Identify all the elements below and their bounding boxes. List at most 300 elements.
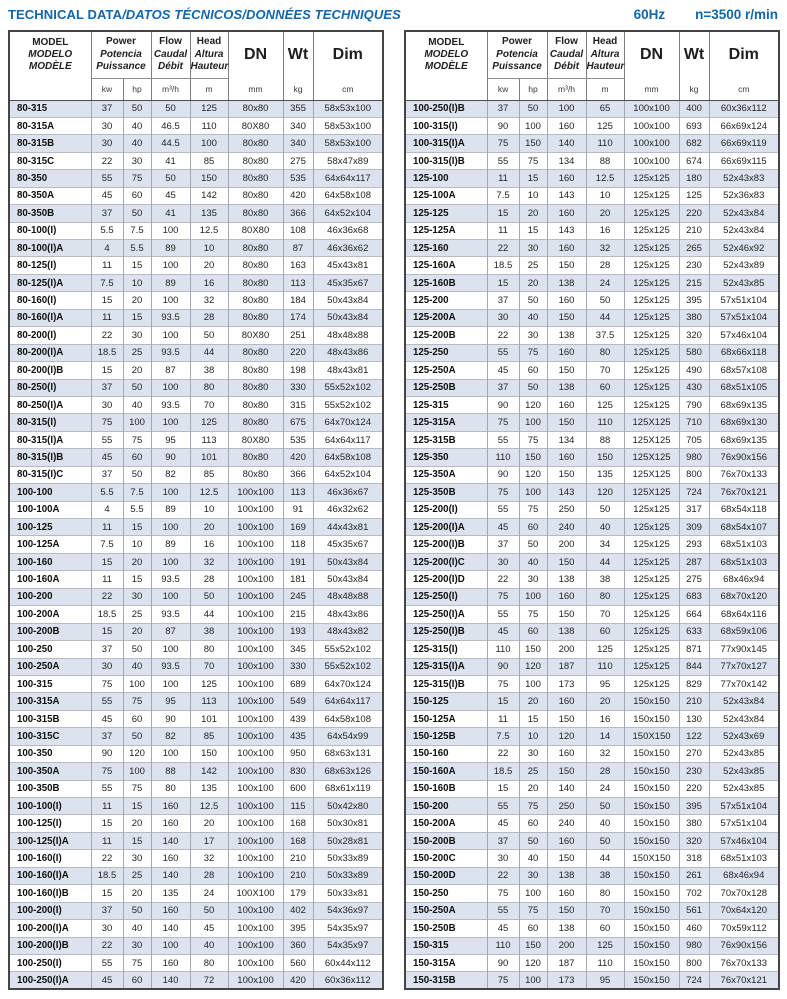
- kw-cell: 37: [487, 379, 519, 396]
- kw-cell: 22: [487, 571, 519, 588]
- head-cell: 50: [190, 588, 228, 605]
- dim-cell: 57x51x104: [709, 309, 779, 326]
- model-cell: 150-250: [405, 885, 487, 902]
- dn-cell: 100x100: [228, 641, 283, 658]
- model-cell: 100-315(I)B: [405, 152, 487, 169]
- kw-cell: 11: [91, 257, 123, 274]
- wt-cell: 844: [679, 658, 709, 675]
- dn-cell: 80x80: [228, 449, 283, 466]
- table-row: [9, 623, 383, 640]
- model-cell: 125-200(I)D: [405, 571, 487, 588]
- kw-cell: 55: [487, 798, 519, 815]
- hp-cell: 40: [123, 117, 151, 134]
- dn-cell: 100x100: [228, 798, 283, 815]
- table-row: [9, 222, 383, 239]
- kw-cell: 11: [91, 571, 123, 588]
- table-row: [405, 362, 779, 379]
- flow-cell: 100: [151, 414, 190, 431]
- kw-cell: 5.5: [91, 484, 123, 501]
- flow-cell: 100: [151, 937, 190, 954]
- wt-cell: 251: [283, 327, 313, 344]
- wt-cell: 215: [679, 274, 709, 291]
- dn-cell: 150X150: [624, 850, 679, 867]
- wt-cell: 210: [283, 867, 313, 884]
- kw-cell: 4: [91, 501, 123, 518]
- dim-cell: 64x64x117: [313, 431, 383, 448]
- dn-cell: 150x150: [624, 867, 679, 884]
- head-cell: 17: [190, 832, 228, 849]
- wt-cell: 400: [679, 100, 709, 117]
- hp-cell: 75: [519, 501, 547, 518]
- flow-cell: 173: [547, 972, 586, 989]
- dn-cell: 125x125: [624, 292, 679, 309]
- flow-cell: 150: [547, 466, 586, 483]
- model-cell: 100-315C: [9, 728, 91, 745]
- dn-cell: 100x100: [624, 135, 679, 152]
- table-row: [405, 396, 779, 413]
- dn-cell: 80x80: [228, 414, 283, 431]
- dim-cell: 52x43x83: [709, 170, 779, 187]
- hp-cell: 10: [123, 274, 151, 291]
- head-cell: 125: [586, 937, 624, 954]
- kw-cell: 30: [91, 658, 123, 675]
- hp-cell: 100: [519, 414, 547, 431]
- dim-cell: 48x43x82: [313, 623, 383, 640]
- flow-cell: 138: [547, 920, 586, 937]
- wt-cell: 309: [679, 519, 709, 536]
- head-cell: 125: [190, 100, 228, 117]
- dn-cell: 80x80: [228, 292, 283, 309]
- table-header: [9, 31, 383, 100]
- flow-cell: 140: [151, 972, 190, 989]
- flow-cell: 138: [547, 867, 586, 884]
- flow-cell: 138: [547, 571, 586, 588]
- flow-cell: 250: [547, 501, 586, 518]
- wt-cell: 435: [283, 728, 313, 745]
- wt-cell: 674: [679, 152, 709, 169]
- dn-cell: 125X125: [624, 431, 679, 448]
- hp-cell: 150: [519, 641, 547, 658]
- dim-cell: 55x52x102: [313, 641, 383, 658]
- kw-cell: 15: [487, 205, 519, 222]
- title-main: TECHNICAL DATA: [8, 7, 123, 22]
- head-cell: 80: [586, 588, 624, 605]
- model-cell: 80-125(I)A: [9, 274, 91, 291]
- dim-cell: 68x54x107: [709, 519, 779, 536]
- wt-cell: 561: [679, 902, 709, 919]
- model-cell: 125-125A: [405, 222, 487, 239]
- table-row: [9, 885, 383, 902]
- wt-cell: 689: [283, 675, 313, 692]
- model-cell: 125-315B: [405, 431, 487, 448]
- head-cell: 80: [190, 954, 228, 971]
- kw-cell: 75: [91, 763, 123, 780]
- kw-cell: 45: [91, 187, 123, 204]
- wt-cell: 181: [283, 571, 313, 588]
- kw-cell: 11: [91, 309, 123, 326]
- dn-cell: 100x100: [228, 937, 283, 954]
- wt-cell: 265: [679, 240, 709, 257]
- dim-cell: 48x43x86: [313, 344, 383, 361]
- model-cell: 100-315(I): [405, 117, 487, 134]
- kw-cell: 55: [487, 902, 519, 919]
- flow-cell: 89: [151, 240, 190, 257]
- head-cell: 50: [586, 501, 624, 518]
- table-row: [405, 152, 779, 169]
- hp-cell: 30: [123, 937, 151, 954]
- hp-cell: 40: [123, 920, 151, 937]
- wt-cell: 113: [283, 274, 313, 291]
- head-cell: 125: [586, 117, 624, 134]
- dim-cell: 46x32x62: [313, 501, 383, 518]
- head-cell: 125: [190, 414, 228, 431]
- head-cell: 12.5: [190, 798, 228, 815]
- table-row: [9, 553, 383, 570]
- unit-model-spacer: [9, 78, 91, 100]
- unit-dim: cm: [313, 78, 383, 100]
- dn-cell: 80x80: [228, 466, 283, 483]
- hp-cell: 60: [519, 519, 547, 536]
- model-cell: 100-350A: [9, 763, 91, 780]
- kw-cell: 45: [91, 972, 123, 989]
- flow-cell: 160: [547, 693, 586, 710]
- hp-cell: 20: [519, 780, 547, 797]
- kw-cell: 55: [487, 606, 519, 623]
- table-row: [405, 815, 779, 832]
- wt-cell: 724: [679, 972, 709, 989]
- dim-cell: 50x30x81: [313, 815, 383, 832]
- dim-cell: 76x90x156: [709, 449, 779, 466]
- dn-cell: 100x100: [228, 606, 283, 623]
- hp-cell: 120: [123, 745, 151, 762]
- col-header-head: Head Altura Hauteur: [586, 31, 624, 78]
- kw-cell: 75: [487, 414, 519, 431]
- head-cell: 38: [586, 867, 624, 884]
- table-row: [9, 414, 383, 431]
- hp-cell: 20: [123, 885, 151, 902]
- flow-cell: 150: [547, 257, 586, 274]
- flow-cell: 140: [151, 867, 190, 884]
- kw-cell: 15: [91, 885, 123, 902]
- dn-cell: 80x80: [228, 135, 283, 152]
- head-cell: 14: [586, 728, 624, 745]
- dim-cell: 68x64x116: [709, 606, 779, 623]
- wt-cell: 293: [679, 536, 709, 553]
- hp-cell: 100: [123, 763, 151, 780]
- model-cell: 100-250(I)B: [413, 103, 465, 115]
- model-cell: 100-250(I)A: [9, 972, 91, 989]
- head-cell: 37.5: [586, 327, 624, 344]
- wt-cell: 664: [679, 606, 709, 623]
- hp-cell: 40: [123, 396, 151, 413]
- flow-cell: 93.5: [151, 344, 190, 361]
- hp-cell: 120: [519, 658, 547, 675]
- dim-cell: 52x43x84: [709, 710, 779, 727]
- flow-cell: 200: [547, 937, 586, 954]
- dn-cell: 80X80: [228, 222, 283, 239]
- table-row: [405, 379, 779, 396]
- dim-cell: 50x42x80: [313, 798, 383, 815]
- dim-cell: 50x33x81: [313, 885, 383, 902]
- dim-cell: 52x43x85: [709, 745, 779, 762]
- kw-cell: 15: [91, 623, 123, 640]
- kw-cell: 55: [487, 152, 519, 169]
- kw-cell: 15: [91, 362, 123, 379]
- head-cell: 38: [586, 571, 624, 588]
- hp-cell: 50: [123, 728, 151, 745]
- wt-cell: 315: [283, 396, 313, 413]
- dim-cell: 76x70x121: [709, 972, 779, 989]
- wt-cell: 210: [679, 693, 709, 710]
- wt-cell: 180: [679, 170, 709, 187]
- dim-cell: 46x36x68: [313, 222, 383, 239]
- dn-cell: 80x80: [228, 362, 283, 379]
- dn-cell: 150x150: [624, 954, 679, 971]
- table-row: [9, 536, 383, 553]
- dim-cell: 77x70x127: [709, 658, 779, 675]
- flow-cell: 95: [151, 431, 190, 448]
- table-row: [405, 867, 779, 884]
- table-row: [405, 240, 779, 257]
- head-cell: 142: [190, 763, 228, 780]
- kw-cell: 18.5: [487, 763, 519, 780]
- dn-cell: 125X125: [624, 484, 679, 501]
- head-cell: 101: [190, 710, 228, 727]
- dim-cell: 54x35x97: [313, 937, 383, 954]
- hp-cell: 100: [519, 117, 547, 134]
- model-cell: 100-160(I)A: [9, 867, 91, 884]
- model-cell: 100-315: [9, 675, 91, 692]
- head-cell: 80: [190, 379, 228, 396]
- hp-cell: 5.5: [123, 501, 151, 518]
- dim-cell: 48x48x88: [313, 327, 383, 344]
- model-cell: 100-125(I)A: [9, 832, 91, 849]
- dim-cell: 77x90x145: [709, 641, 779, 658]
- dim-cell: 66x69x115: [709, 152, 779, 169]
- kw-cell: 5.5: [91, 222, 123, 239]
- model-cell: 100-250A: [9, 658, 91, 675]
- flow-cell: 50: [151, 170, 190, 187]
- head-cell: 34: [586, 536, 624, 553]
- dim-cell: 57x51x104: [709, 292, 779, 309]
- head-cell: 50: [586, 292, 624, 309]
- table-row: [9, 257, 383, 274]
- wt-cell: 710: [679, 414, 709, 431]
- kw-cell: 75: [91, 675, 123, 692]
- dn-cell: 100x100: [228, 954, 283, 971]
- flow-cell: 138: [547, 274, 586, 291]
- model-cell: 125-315A: [405, 414, 487, 431]
- dim-cell: 68x61x119: [313, 780, 383, 797]
- flow-cell: 100: [151, 519, 190, 536]
- flow-cell: 89: [151, 536, 190, 553]
- hp-cell: 15: [123, 571, 151, 588]
- table-row: [405, 292, 779, 309]
- wt-cell: 380: [679, 309, 709, 326]
- model-cell: 80-315: [17, 103, 48, 115]
- dn-cell: 125x125: [624, 257, 679, 274]
- dim-cell: 48x43x86: [313, 606, 383, 623]
- table-row: [405, 553, 779, 570]
- table-row: [9, 396, 383, 413]
- dim-cell: 50x43x84: [313, 553, 383, 570]
- flow-cell: 100: [151, 641, 190, 658]
- kw-cell: 18.5: [91, 606, 123, 623]
- flow-cell: 100: [151, 222, 190, 239]
- wt-cell: 125: [679, 187, 709, 204]
- dim-cell: 58x53x100: [313, 100, 383, 117]
- head-cell: 44: [190, 344, 228, 361]
- flow-cell: 134: [547, 152, 586, 169]
- flow-cell: 100: [151, 588, 190, 605]
- flow-cell: 150: [547, 710, 586, 727]
- flow-cell: 87: [151, 362, 190, 379]
- head-cell: 32: [190, 850, 228, 867]
- table-row: [9, 728, 383, 745]
- model-cell: 125-200(I)B: [405, 536, 487, 553]
- dim-cell: 54x36x97: [313, 902, 383, 919]
- head-cell: 45: [190, 920, 228, 937]
- dn-cell: 100x100: [228, 710, 283, 727]
- dn-cell: 100x100: [228, 553, 283, 570]
- operating-specs: [634, 7, 778, 22]
- head-cell: 85: [190, 152, 228, 169]
- flow-cell: 173: [547, 675, 586, 692]
- wt-cell: 693: [679, 117, 709, 134]
- dn-cell: 125x125: [624, 309, 679, 326]
- model-cell: 125-350A: [405, 466, 487, 483]
- dn-cell: 80X80: [228, 431, 283, 448]
- flow-cell: 45: [151, 187, 190, 204]
- hp-cell: 50: [519, 379, 547, 396]
- dim-cell: 64x52x104: [313, 466, 383, 483]
- table-row: [405, 205, 779, 222]
- table-row: [405, 344, 779, 361]
- dn-cell: 125x125: [624, 396, 679, 413]
- dn-cell: 125x125: [624, 170, 679, 187]
- pump-table-right: [404, 30, 780, 990]
- head-cell: 12.5: [190, 484, 228, 501]
- table-row: [405, 832, 779, 849]
- table-row: [405, 414, 779, 431]
- wt-cell: 549: [283, 693, 313, 710]
- model-cell: 125-315(I)B: [405, 675, 487, 692]
- table-row: [9, 693, 383, 710]
- dim-cell: 52x43x85: [709, 780, 779, 797]
- wt-cell: 174: [283, 309, 313, 326]
- flow-cell: 160: [151, 954, 190, 971]
- head-cell: 70: [586, 362, 624, 379]
- flow-cell: 240: [547, 815, 586, 832]
- head-cell: 70: [190, 396, 228, 413]
- unit-flow: m³/h: [151, 78, 190, 100]
- flow-cell: 87: [151, 623, 190, 640]
- dn-cell: 100x100: [228, 780, 283, 797]
- model-cell: 80-100(I): [9, 222, 91, 239]
- dim-cell: 68x57x108: [709, 362, 779, 379]
- kw-cell: 22: [91, 152, 123, 169]
- kw-cell: 75: [487, 484, 519, 501]
- head-cell: 125: [586, 641, 624, 658]
- flow-cell: 93.5: [151, 658, 190, 675]
- table-row: [405, 606, 779, 623]
- head-cell: 10: [190, 501, 228, 518]
- hp-cell: 30: [123, 850, 151, 867]
- flow-cell: 93.5: [151, 396, 190, 413]
- dn-cell: 80x80: [228, 309, 283, 326]
- model-cell: 80-250(I): [9, 379, 91, 396]
- kw-cell: 45: [487, 815, 519, 832]
- hp-cell: 20: [123, 623, 151, 640]
- head-cell: 80: [190, 641, 228, 658]
- model-cell: 150-315A: [405, 954, 487, 971]
- flow-cell: 140: [547, 135, 586, 152]
- wt-cell: 560: [283, 954, 313, 971]
- model-cell: 80-315C: [9, 152, 91, 169]
- kw-cell: 45: [487, 623, 519, 640]
- dn-cell: 150x150: [624, 832, 679, 849]
- wt-cell: 871: [679, 641, 709, 658]
- head-cell: 100: [190, 135, 228, 152]
- flow-cell: 41: [151, 152, 190, 169]
- dim-cell: 68x59x106: [709, 623, 779, 640]
- kw-cell: 15: [91, 553, 123, 570]
- table-row: [9, 344, 383, 361]
- wt-cell: 355: [283, 100, 313, 117]
- dim-cell: 52x43x85: [709, 763, 779, 780]
- hp-cell: 75: [519, 902, 547, 919]
- kw-cell: 11: [487, 222, 519, 239]
- hp-cell: 75: [123, 431, 151, 448]
- dn-cell: 125x125: [624, 222, 679, 239]
- head-cell: 125: [586, 396, 624, 413]
- dn-cell: 80x80: [228, 100, 283, 117]
- hp-cell: 50: [123, 902, 151, 919]
- flow-cell: 100: [547, 100, 586, 117]
- wt-cell: 168: [283, 815, 313, 832]
- head-cell: 110: [190, 117, 228, 134]
- table-row: [405, 100, 779, 117]
- hp-cell: 30: [123, 152, 151, 169]
- hp-cell: 30: [123, 327, 151, 344]
- table-row: [9, 466, 383, 483]
- kw-cell: 7.5: [487, 728, 519, 745]
- model-cell: 125-200: [405, 292, 487, 309]
- wt-cell: 91: [283, 501, 313, 518]
- dn-cell: 150x150: [624, 937, 679, 954]
- dim-cell: 68x46x94: [709, 571, 779, 588]
- table-row: [405, 187, 779, 204]
- dim-cell: 68x51x105: [709, 379, 779, 396]
- kw-cell: 7.5: [91, 536, 123, 553]
- dim-cell: 57x51x104: [709, 798, 779, 815]
- kw-cell: 22: [487, 240, 519, 257]
- model-cell: 125-200A: [405, 309, 487, 326]
- model-cell: 150-160: [405, 745, 487, 762]
- unit-hp: hp: [123, 78, 151, 100]
- head-cell: 150: [190, 170, 228, 187]
- flow-cell: 41: [151, 205, 190, 222]
- dim-cell: 50x43x84: [313, 309, 383, 326]
- wt-cell: 261: [679, 867, 709, 884]
- kw-cell: 90: [487, 466, 519, 483]
- kw-cell: 15: [487, 780, 519, 797]
- kw-cell: 11: [91, 519, 123, 536]
- dn-cell: 100x100: [228, 728, 283, 745]
- dim-cell: 52x43x69: [709, 728, 779, 745]
- table-row: [9, 431, 383, 448]
- table-row: [9, 170, 383, 187]
